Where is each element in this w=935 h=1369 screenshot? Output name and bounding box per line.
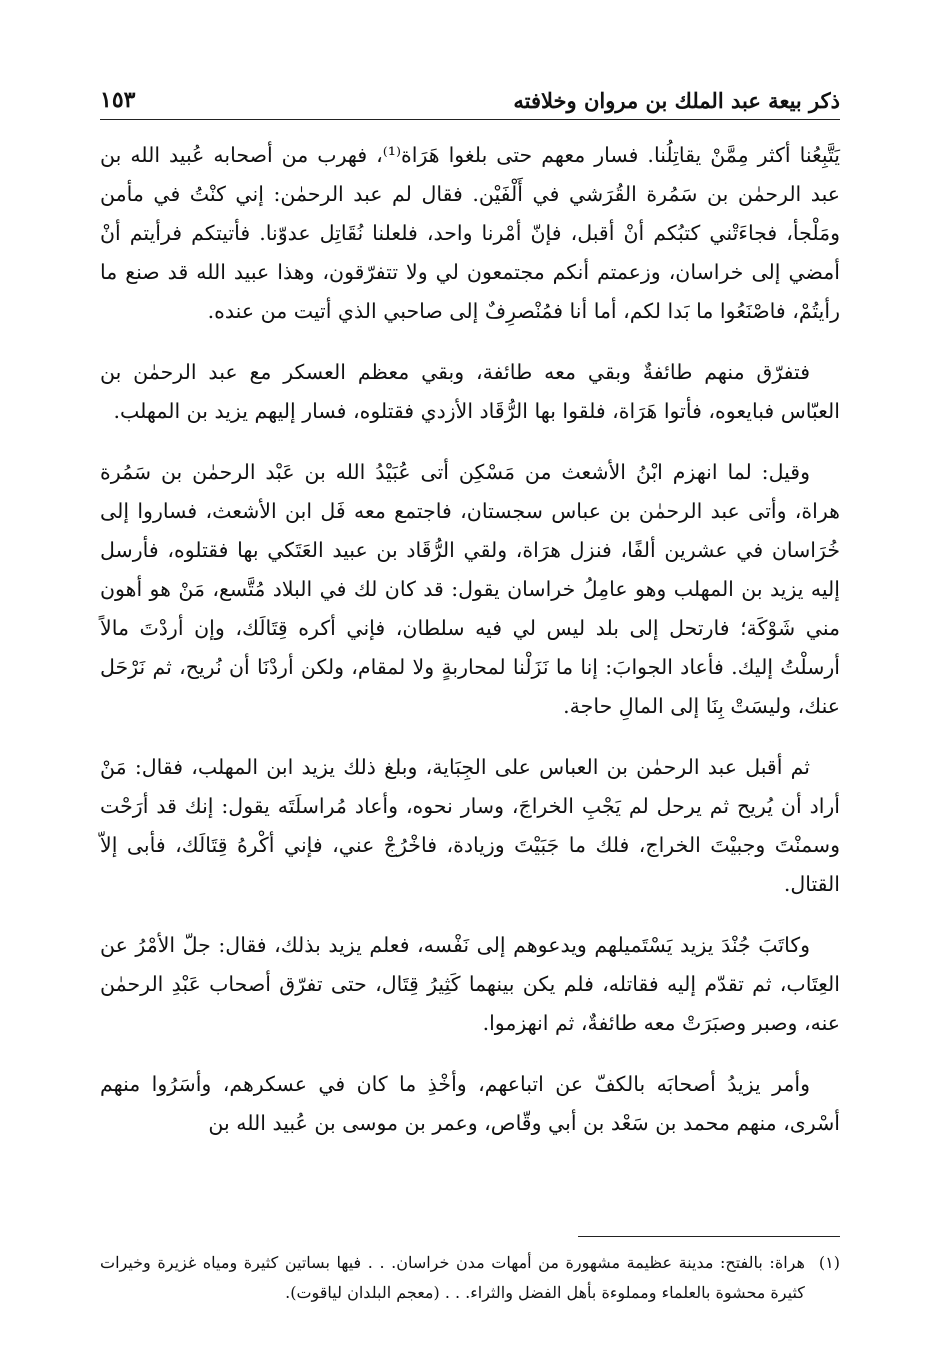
paragraph: وكاتَبَ جُنْدَ يزيد يَسْتَميلهم ويدعوهم إلى نَفْسه، فعلم يزيد بذلك، فقال: جلّ الأمْرُ عن العِتَاب، ثم تقدّم إليه فقاتله، فلم يكن بينهما كَثِيرُ قِتَال، حتى تفرّق أصحاب عَبْدِ الرحمٰن عنه، وصبر وصبَرَتْ معه طائفةٌ، ثم انهزموا.	[100, 933, 840, 1035]
paragraph: وقيل: لما انهزم ابْنُ الأشعث من مَسْكِن أتى عُبَيْدُ الله بن عَبْد الرحمٰن بن سَمُرة هراة، وأتى عبد الرحمٰن بن عباس سجستان، فاجتمع معه فَل ابن الأشعث، فساروا إلى خُرَاسان في عشرين ألفًا، فنزل هرَاة، ولقي الرُّقَاد بن عبيد العَتَكي بها فقتلوه، فأرسل إليه يزيد بن المهلب وهو عامِلُ خراسان يقول: قد كان لك في البلاد مُتَّسع، مَنْ هو أهون مني شَوْكَة؛ فارتحل إلى بلد ليس لي فيه سلطان، فإني أكره قِتَالَك، وإن أردْتَ مالاً أرسلْتُ إليك. فأعاد الجوابَ: إنا ما نَزَلْنا لمحاربةٍ ولا لمقام، ولكن أردْنَا أن نُريح، ثم نَرْحَل عنك، وليسَتْ بِنَا إلى المالِ حاجة.	[100, 460, 840, 718]
body-text	[100, 136, 840, 1165]
footnote-text: هراة: بالفتح: مدينة عظيمة مشهورة من أمهات مدن خراسان. . . فيها بساتين كثيرة ومياه غزيرة وخيرات كثيرة محشوة بالعلماء ومملوءة بأهل الفضل والثراء. . . (معجم البلدان لياقوت).	[100, 1253, 805, 1302]
paragraph: فتفرّق منهم طائفةٌ وبقي معه طائفة، وبقي معظم العسكر مع عبد الرحمٰن بن العبّاس فبايعوه، فأتوا هَرَاة، فلقوا بها الرُّقَاد الأزدي فقتلوه، فسار إليهم يزيد بن المهلب.	[100, 360, 840, 423]
paragraph: وأمر يزيدُ أصحابَه بالكفّ عن اتباعهم، وأخْذِ ما كان في عسكرهم، وأسَرُوا منهم أسْرى، منهم محمد بن سَعْد بن أبي وقّاص، وعمر بن موسى بن عُبيد الله بن	[100, 1072, 840, 1135]
footnote-rule	[578, 1236, 840, 1237]
footnote-marker: (١)	[818, 1253, 840, 1272]
page-number: ١٥٣	[100, 87, 136, 113]
paragraph: ثم أقبل عبد الرحمٰن بن العباس على الجِبَاية، وبلغ ذلك يزيد ابن المهلب، فقال: مَنْ أراد أن يُريح ثم يرحل لم يَجْبِ الخراجَ، وسار نحوه، وأعاد مُراسلَتَه يقول: إنك قد أرَحْت وسمنْتَ وجبيْتَ الخراج، فلك ما جَبَيْتَ وزيادة، فاخْرُجْ عني، فإني أكْرهُ قِتَالَك، فأبى إلاّ القتال.	[100, 755, 840, 896]
header-rule	[100, 119, 840, 120]
chapter-title: ذكر بيعة عبد الملك بن مروان وخلافته	[513, 87, 840, 113]
footnote	[100, 1248, 840, 1308]
running-header	[100, 84, 840, 116]
paragraph: يَتَّبِعُنا أكثر مِمَّنْ يقاتِلُنا. فسار معهم حتى بلغوا هَرَاة⁽¹⁾، فهرب من أصحابه عُبيد الله بن عبد الرحمٰن بن سَمُرة القُرَشي في أَلْفَيْن. فقال لم عبد الرحمٰن: إني كنْتُ في مأمن ومَلْجأ، فجاءَتْني كتبُكم أنْ أقبل، فإنّ أمْرنا واحد، فلعلنا نُقَاتِل عدوّنا. فأتيتكم فرأيتم أنْ أمضي إلى خراسان، وزعمتم أنكم مجتمعون لي ولا تتفرّقون، وهذا عبيد الله قد صنع ما رأيتُمْ، فاصْنَعُوا ما بَدا لكم، أما أنا فمُنْصرِفٌ إلى صاحبي الذي أتيت من عنده.	[100, 143, 840, 323]
